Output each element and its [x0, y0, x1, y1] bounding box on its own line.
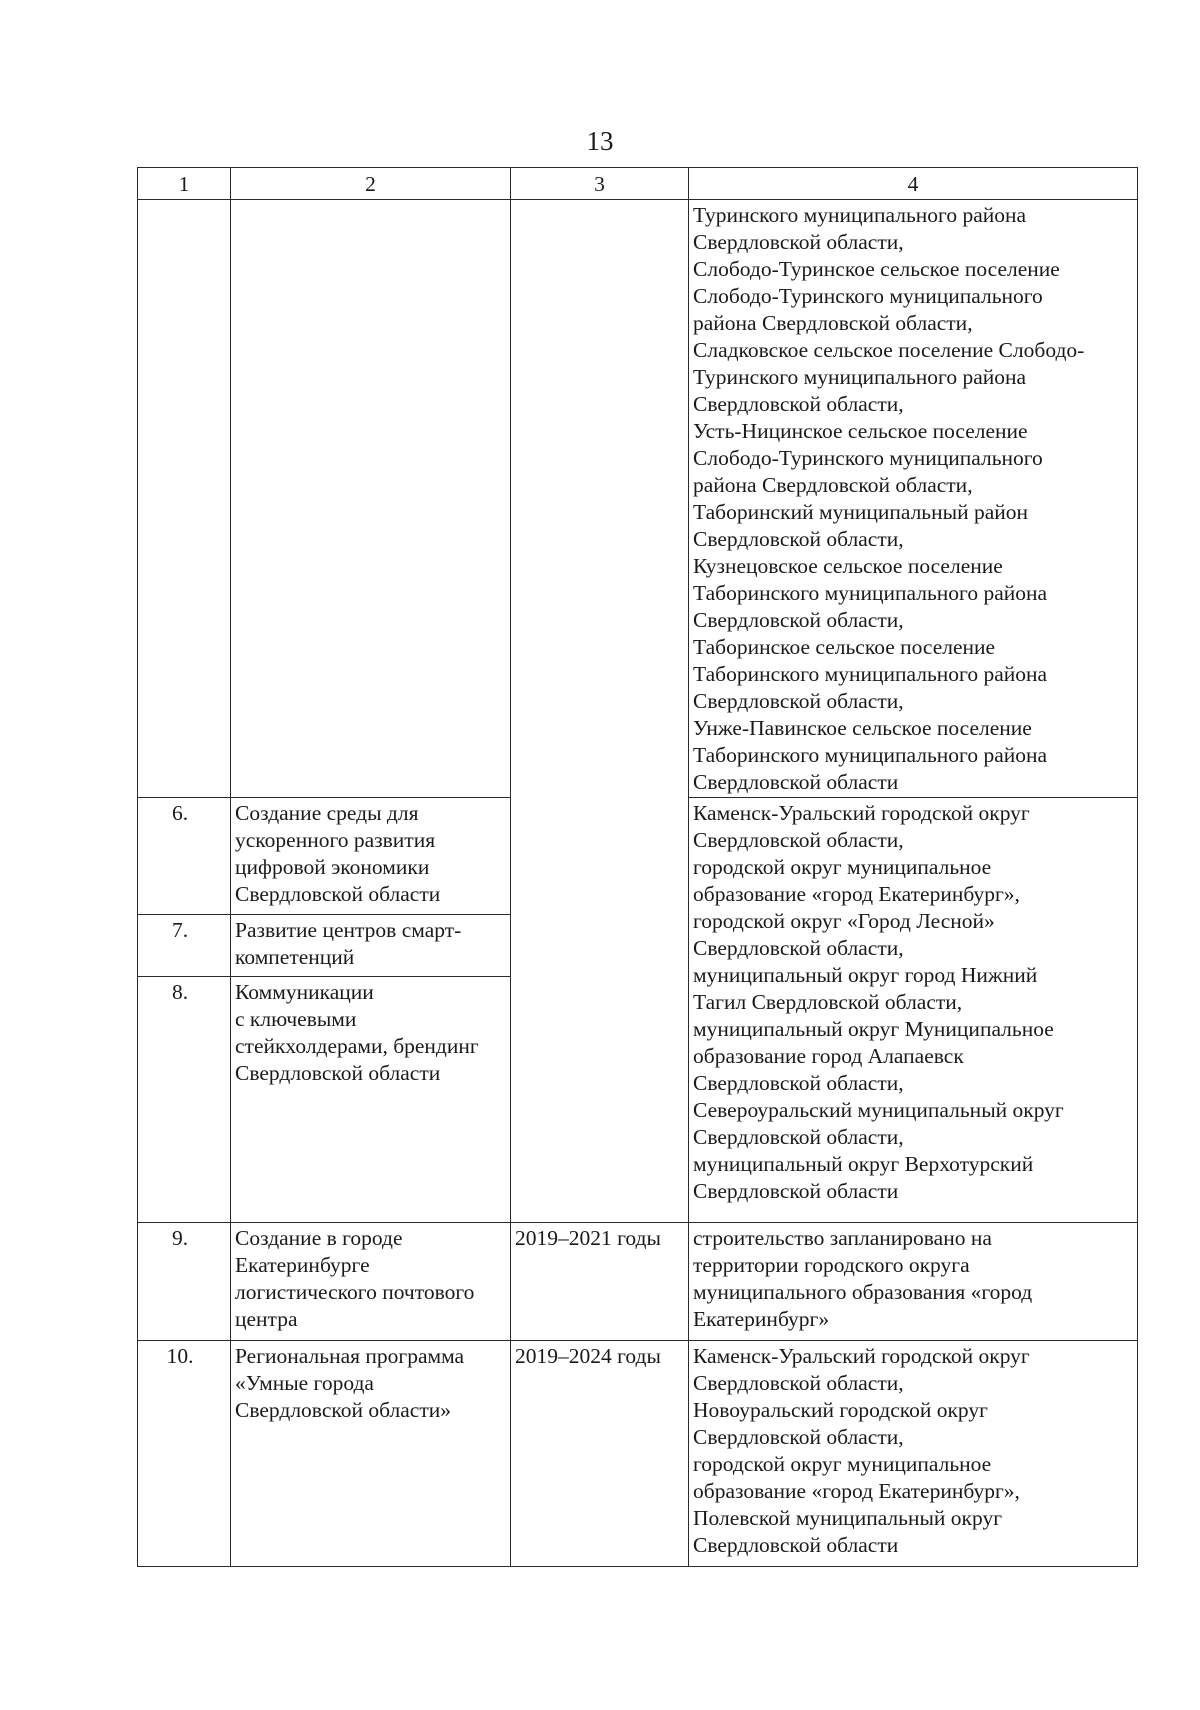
territories-cell-group-6-8: Каменск-Уральский городской округ Свердловской области, городской округ муниципальное образование «город Екатеринбург», городской округ «Город Лесной» Свердловской области, муниципальный округ город Нижний Тагил Свердловской области, муниципальный округ Муниципальное образование город Алапаевск Свердловской области, Североуральский муниципальный округ Свердловской области, муниципальный округ Верхотурский Свердловской области	[689, 798, 1138, 1223]
period-cell: 2019–2021 годы	[511, 1223, 689, 1341]
measure-name: Создание в городе Екатеринбурге логистического почтового центра	[231, 1223, 511, 1341]
header-row	[138, 168, 1138, 200]
measure-name: Коммуникации с ключевыми стейкхолдерами, брендинг Свердловской области	[231, 977, 511, 1223]
measure-name: Развитие центров смарт- компетенций	[231, 915, 511, 977]
table-row	[138, 1223, 1138, 1341]
territories-cell: Каменск-Уральский городской округ Свердловской области, Новоуральский городской округ Свердловской области, городской округ муниципальное образование «город Екатеринбург», Полевской муниципальный округ Свердловской области	[689, 1341, 1138, 1567]
row-number: 6.	[138, 798, 231, 915]
header-col-1: 1	[138, 168, 231, 200]
table-row-continuation	[138, 200, 1138, 798]
row-number: 10.	[138, 1341, 231, 1567]
territories-table	[137, 167, 1138, 1567]
page-number: 13	[586, 126, 614, 156]
measure-name: Региональная программа «Умные города Свердловской области»	[231, 1341, 511, 1567]
territories-cell: строительство запланировано на территории городского округа муниципального образования «город Екатеринбург»	[689, 1223, 1138, 1341]
row-number: 8.	[138, 977, 231, 1223]
territories-cell-continued: Туринского муниципального района Свердловской области, Слободо-Туринское сельское поселение Слободо-Туринского муниципального района Свердловской области, Сладковское сельское поселение Слободо- Туринского муниципального района Свердловской области, Усть-Ницинское сельское поселение Слободо-Туринского муниципального района Свердловской области, Таборинский муниципальный район Свердловской области, Кузнецовское сельское поселение Таборинского муниципального района Свердловской области, Таборинское сельское поселение Таборинского муниципального района Свердловской области, Унже-Павинское сельское поселение Таборинского муниципального района Свердловской области	[689, 200, 1138, 798]
cont-num-cell	[138, 200, 231, 798]
period-cell: 2019–2024 годы	[511, 1341, 689, 1567]
table-row	[138, 1341, 1138, 1567]
measure-name: Создание среды для ускоренного развития цифровой экономики Свердловской области	[231, 798, 511, 915]
header-col-3: 3	[511, 168, 689, 200]
row-number: 9.	[138, 1223, 231, 1341]
header-col-2: 2	[231, 168, 511, 200]
row-number: 7.	[138, 915, 231, 977]
period-cell-merged	[511, 200, 689, 1223]
header-col-4: 4	[689, 168, 1138, 200]
cont-name-cell	[231, 200, 511, 798]
